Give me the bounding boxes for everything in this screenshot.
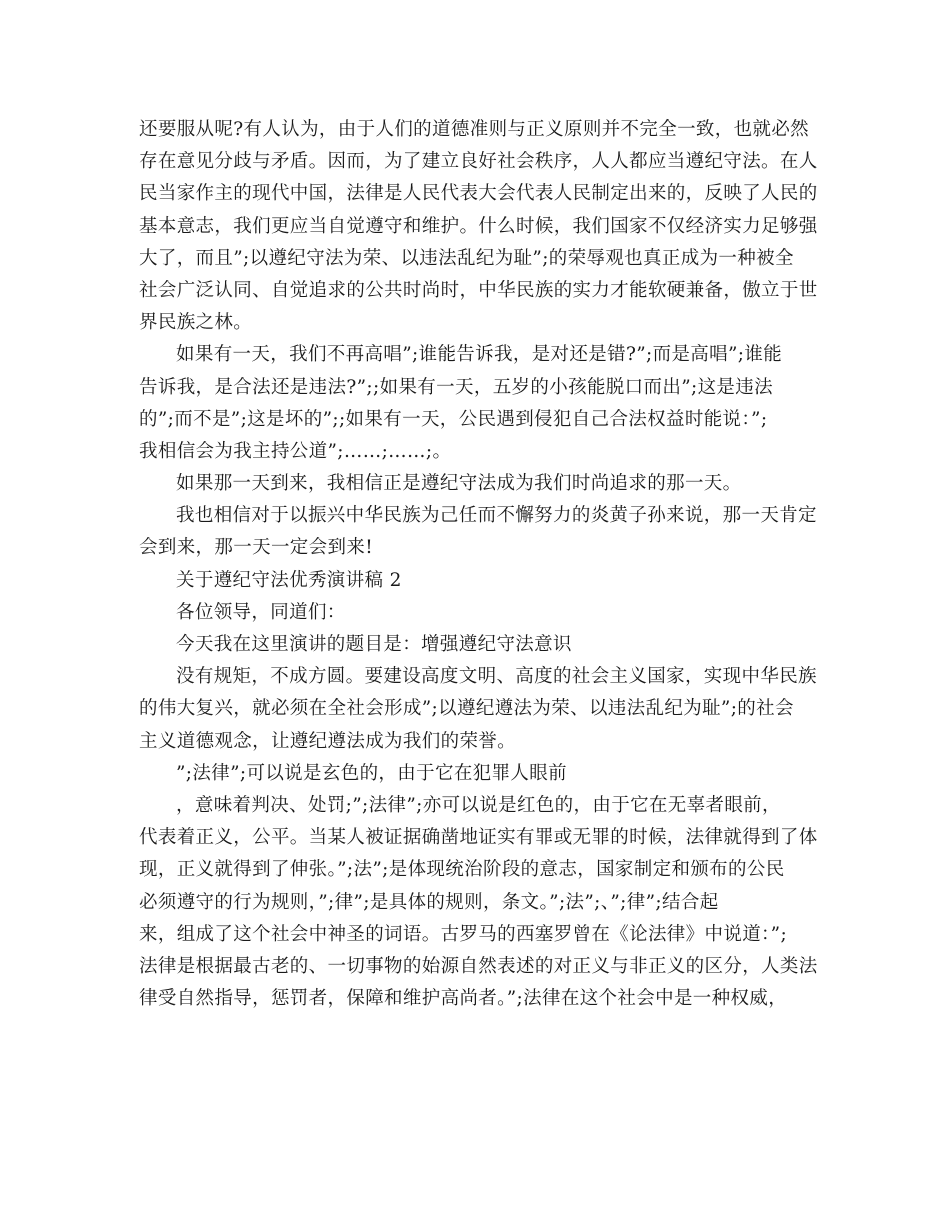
text-line: 代表着正义，公平。当某人被证据确凿地证实有罪或无罪的时候，法律就得到了体: [139, 827, 818, 849]
text-line: 如果那一天到来，我相信正是遵纪守法成为我们时尚追求的那一天。: [176, 473, 742, 495]
text-line: 界民族之林。: [139, 312, 253, 334]
text-line: 关于遵纪守法优秀演讲稿 2: [176, 569, 402, 591]
text-line: 各位领导，同道们：: [176, 601, 346, 623]
body-text: [139, 114, 819, 1015]
text-line: 基本意志，我们更应当自觉遵守和维护。什么时候，我们国家不仅经济实力足够强: [139, 215, 818, 237]
text-line: 还要服从呢?有人认为，由于人们的道德准则与正义原则并不完全一致，也就必然: [139, 119, 810, 140]
text-line: 今天我在这里演讲的题目是：增强遵纪守法意识: [176, 634, 572, 655]
text-line: 没有规矩，不成方圆。要建设高度文明、高度的社会主义国家，实现中华民族: [176, 666, 817, 688]
text-line: 现，正义就得到了伸张。”;法”;是体现统治阶段的意志，国家制定和颁布的公民: [139, 859, 785, 881]
text-line: 必须遵守的行为规则，”;律”;是具体的规则，条文。”;法”;、”;律”;结合起: [139, 891, 719, 913]
text-line: 我也相信对于以振兴中华民族为己任而不懈努力的炎黄子孙来说，那一天肯定: [176, 505, 817, 527]
text-line: 如果有一天，我们不再高唱”;谁能告诉我，是对还是错?”;而是高唱”;谁能: [176, 344, 783, 366]
text-line: 社会广泛认同、自觉追求的公共时尚时，中华民族的实力才能软硬兼备，傲立于世: [139, 279, 818, 301]
text-line: 大了，而且”;以遵纪守法为荣、以违法乱纪为耻”;的荣辱观也真正成为一种被全: [139, 247, 794, 269]
text-line: 告诉我，是合法还是违法?”;;如果有一天，五岁的小孩能脱口而出”;这是违法: [139, 376, 773, 398]
text-line: 民当家作主的现代中国，法律是人民代表大会代表人民制定出来的，反映了人民的: [139, 183, 818, 205]
text-line: 来，组成了这个社会中神圣的词语。古罗马的西塞罗曾在《论法律》中说道：”;: [139, 923, 788, 945]
text-line: ”;法律”;可以说是玄色的，由于它在犯罪人眼前: [176, 762, 567, 784]
text-line: 法律是根据最古老的、一切事物的始源自然表述的对正义与非正义的区分，人类法: [139, 955, 818, 977]
text-line: 的伟大复兴，就必须在全社会形成”;以遵纪遵法为荣、以违法乱纪为耻”;的社会: [139, 698, 794, 720]
text-line: 的”;而不是”;这是坏的”;;如果有一天，公民遇到侵犯自己合法权益时能说：”;: [139, 408, 768, 430]
text-line: ，意味着判决、处罚;”;法律”;亦可以说是红色的，由于它在无辜者眼前，: [176, 794, 781, 816]
text-line: 会到来，那一天一定会到来!: [139, 537, 373, 559]
text-line: 存在意见分歧与矛盾。因而，为了建立良好社会秩序，人人都应当遵纪守法。在人: [139, 151, 818, 173]
text-line: 我相信会为我主持公道”;……;……;。: [139, 440, 452, 462]
text-line: 律受自然指导，惩罚者，保障和维护高尚者。”;法律在这个社会中是一种权威，: [139, 988, 788, 1010]
text-line: 主义道德观念，让遵纪遵法成为我们的荣誉。: [139, 730, 517, 752]
